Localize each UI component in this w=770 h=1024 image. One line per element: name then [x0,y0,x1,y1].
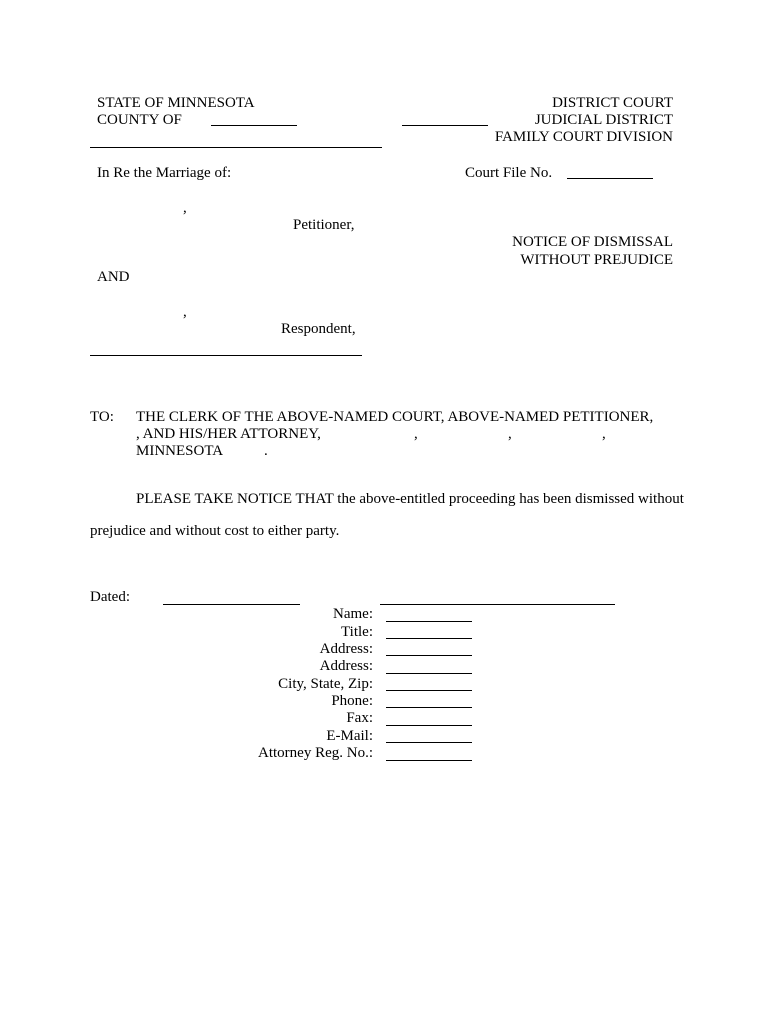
to-line1: THE CLERK OF THE ABOVE-NAMED COURT, ABOVE-NAMED PETITIONER, [136,409,654,425]
title-field-blank[interactable] [386,638,472,639]
to-line2-comma-2: , [508,426,512,442]
attorney-reg-field-blank[interactable] [386,760,472,761]
signature-line[interactable] [380,604,615,605]
to-line2-comma-3: , [602,426,606,442]
address-field-blank-2[interactable] [386,673,472,674]
judicial-district-label: JUDICIAL DISTRICT [534,112,673,128]
respondent-label: Respondent, [281,321,356,337]
division-label: FAMILY COURT DIVISION [494,129,673,145]
to-line2-comma-1: , [414,426,418,442]
to-line3-period: . [264,443,268,459]
address-field-label-1: Address: [319,641,373,657]
district-number-blank[interactable] [402,125,488,126]
name-field-label: Name: [333,606,373,622]
dated-label: Dated: [90,589,130,605]
notice-body-line1: PLEASE TAKE NOTICE THAT the above-entitled proceeding has been dismissed without [136,491,684,507]
petitioner-label: Petitioner, [293,217,355,233]
county-blank[interactable] [211,125,297,126]
notice-body-line2: prejudice and without cost to either party. [90,523,340,539]
caption-divider-top [90,147,382,148]
email-field-blank[interactable] [386,742,472,743]
city-state-zip-field-label: City, State, Zip: [278,676,373,692]
petitioner-name-comma: , [183,200,187,216]
state-label: STATE OF MINNESOTA [97,95,255,111]
court-label: DISTRICT COURT [552,95,673,111]
email-field-label: E-Mail: [326,728,373,744]
notice-title-line1: NOTICE OF DISMISSAL [512,234,673,250]
attorney-reg-field-label: Attorney Reg. No.: [258,745,373,761]
phone-field-label: Phone: [331,693,373,709]
address-field-blank-1[interactable] [386,655,472,656]
and-label: AND [97,269,130,285]
title-field-label: Title: [341,624,373,640]
to-line2: , AND HIS/HER ATTORNEY, [136,426,321,442]
fax-field-blank[interactable] [386,725,472,726]
in-re-label: In Re the Marriage of: [97,165,232,181]
court-file-label: Court File No. [465,165,553,181]
address-field-label-2: Address: [319,658,373,674]
court-file-blank[interactable] [567,178,653,179]
city-state-zip-field-blank[interactable] [386,690,472,691]
phone-field-blank[interactable] [386,707,472,708]
to-line3: MINNESOTA [136,443,224,459]
name-field-blank[interactable] [386,621,472,622]
notice-title-line2: WITHOUT PREJUDICE [520,252,673,268]
respondent-name-comma: , [183,304,187,320]
county-label: COUNTY OF [97,112,182,128]
caption-divider-bottom [90,355,362,356]
fax-field-label: Fax: [346,710,373,726]
date-blank[interactable] [163,604,300,605]
to-label: TO: [90,409,114,425]
